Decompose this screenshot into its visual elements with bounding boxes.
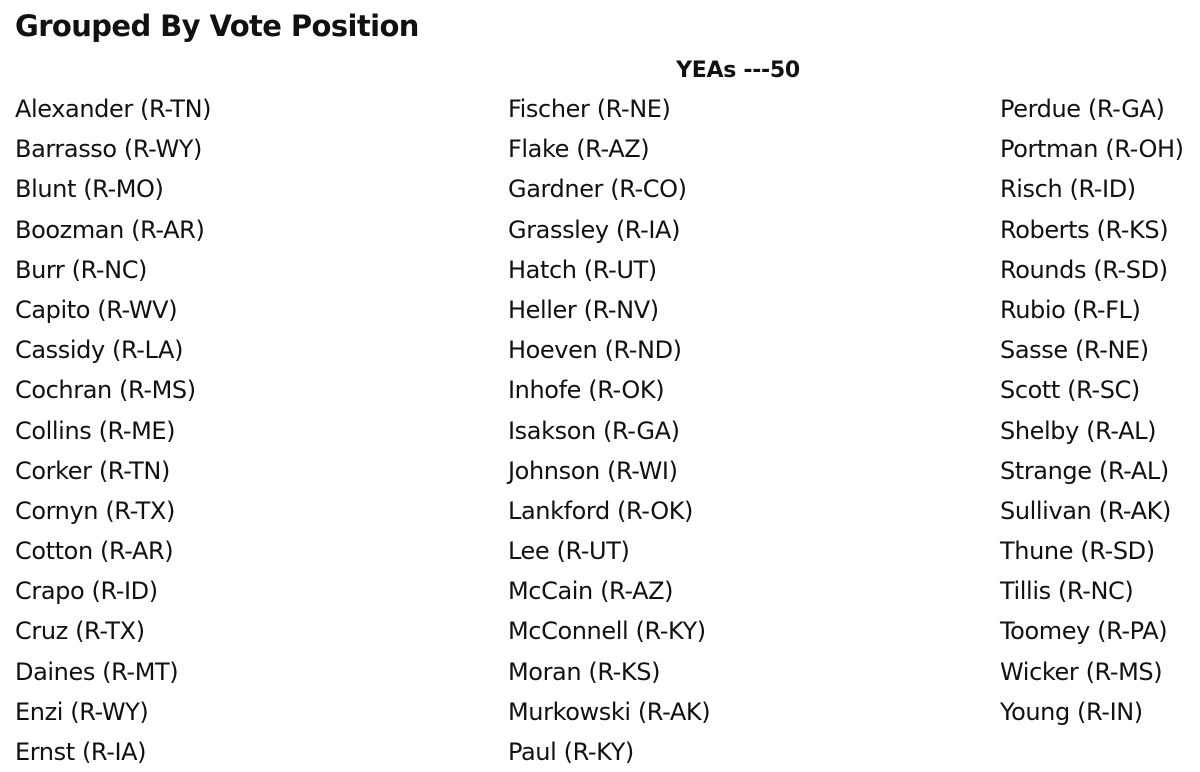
senator-list-item: Burr (R-NC) bbox=[15, 255, 148, 284]
senator-list-item: Isakson (R-GA) bbox=[508, 416, 680, 445]
senator-list-item: Gardner (R-CO) bbox=[508, 175, 687, 204]
senator-list-item: Risch (R-ID) bbox=[1000, 175, 1136, 204]
senator-list-item: Heller (R-NV) bbox=[508, 295, 659, 324]
senator-list-item: Inhofe (R-OK) bbox=[508, 376, 665, 405]
senator-list-item: Cassidy (R-LA) bbox=[15, 336, 184, 365]
senator-list-item: Flake (R-AZ) bbox=[508, 135, 650, 164]
senator-list-item: Cotton (R-AR) bbox=[15, 537, 174, 566]
senator-list-item: Collins (R-ME) bbox=[15, 416, 176, 445]
senator-list-item: Young (R-IN) bbox=[1000, 697, 1143, 726]
senator-list-item: McCain (R-AZ) bbox=[508, 577, 674, 606]
senator-list-item: Perdue (R-GA) bbox=[1000, 95, 1165, 123]
senator-list-item: Paul (R-KY) bbox=[508, 738, 634, 766]
senator-list-item: Rounds (R-SD) bbox=[1000, 255, 1168, 284]
senator-list-item: Thune (R-SD) bbox=[1000, 537, 1155, 566]
senator-list-item: Cruz (R-TX) bbox=[15, 617, 145, 646]
senator-list-item: Barrasso (R-WY) bbox=[15, 135, 203, 164]
senator-list-item: Murkowski (R-AK) bbox=[508, 697, 711, 726]
senator-list-item: Sasse (R-NE) bbox=[1000, 336, 1149, 365]
page-title: Grouped By Vote Position bbox=[15, 9, 419, 43]
senator-list-item: Sullivan (R-AK) bbox=[1000, 496, 1171, 525]
senator-list-item: Roberts (R-KS) bbox=[1000, 215, 1169, 244]
senator-list-item: Blunt (R-MO) bbox=[15, 175, 164, 204]
senator-list-item: Alexander (R-TN) bbox=[15, 95, 212, 123]
senator-list-item: Grassley (R-IA) bbox=[508, 215, 681, 244]
senator-column-3 bbox=[1000, 89, 1184, 732]
senator-list-item: Shelby (R-AL) bbox=[1000, 416, 1157, 445]
senator-list-item: Johnson (R-WI) bbox=[508, 456, 678, 485]
senator-list-item: Strange (R-AL) bbox=[1000, 456, 1169, 485]
senator-list-item: Toomey (R-PA) bbox=[1000, 617, 1168, 646]
senator-list-item: Cochran (R-MS) bbox=[15, 376, 196, 405]
senator-list-item: Lankford (R-OK) bbox=[508, 496, 694, 525]
senator-list-item: Fischer (R-NE) bbox=[508, 95, 671, 123]
senator-column-1 bbox=[15, 89, 211, 772]
senator-list-item: Wicker (R-MS) bbox=[1000, 657, 1163, 686]
senator-list-item: Moran (R-KS) bbox=[508, 657, 661, 686]
senator-list-item: Crapo (R-ID) bbox=[15, 577, 158, 606]
senator-list-item: Scott (R-SC) bbox=[1000, 376, 1140, 405]
senator-list-item: Lee (R-UT) bbox=[508, 537, 630, 566]
vote-group-header: YEAs ---50 bbox=[676, 58, 800, 83]
senator-list-item: Boozman (R-AR) bbox=[15, 215, 205, 244]
senator-list-item: Rubio (R-FL) bbox=[1000, 295, 1141, 324]
senator-list-item: Corker (R-TN) bbox=[15, 456, 170, 485]
senator-list-item: Hatch (R-UT) bbox=[508, 255, 657, 284]
senator-list-item: Enzi (R-WY) bbox=[15, 697, 149, 726]
senator-list-item: Daines (R-MT) bbox=[15, 657, 179, 686]
senator-list-item: Hoeven (R-ND) bbox=[508, 336, 682, 365]
senator-list-item: Ernst (R-IA) bbox=[15, 738, 147, 766]
senator-list-item: Portman (R-OH) bbox=[1000, 135, 1184, 164]
senator-list-item: Tillis (R-NC) bbox=[1000, 577, 1134, 606]
senator-list-item: Cornyn (R-TX) bbox=[15, 496, 175, 525]
senator-column-2 bbox=[508, 89, 710, 772]
senator-list-item: Capito (R-WV) bbox=[15, 295, 178, 324]
senator-list-item: McConnell (R-KY) bbox=[508, 617, 706, 646]
